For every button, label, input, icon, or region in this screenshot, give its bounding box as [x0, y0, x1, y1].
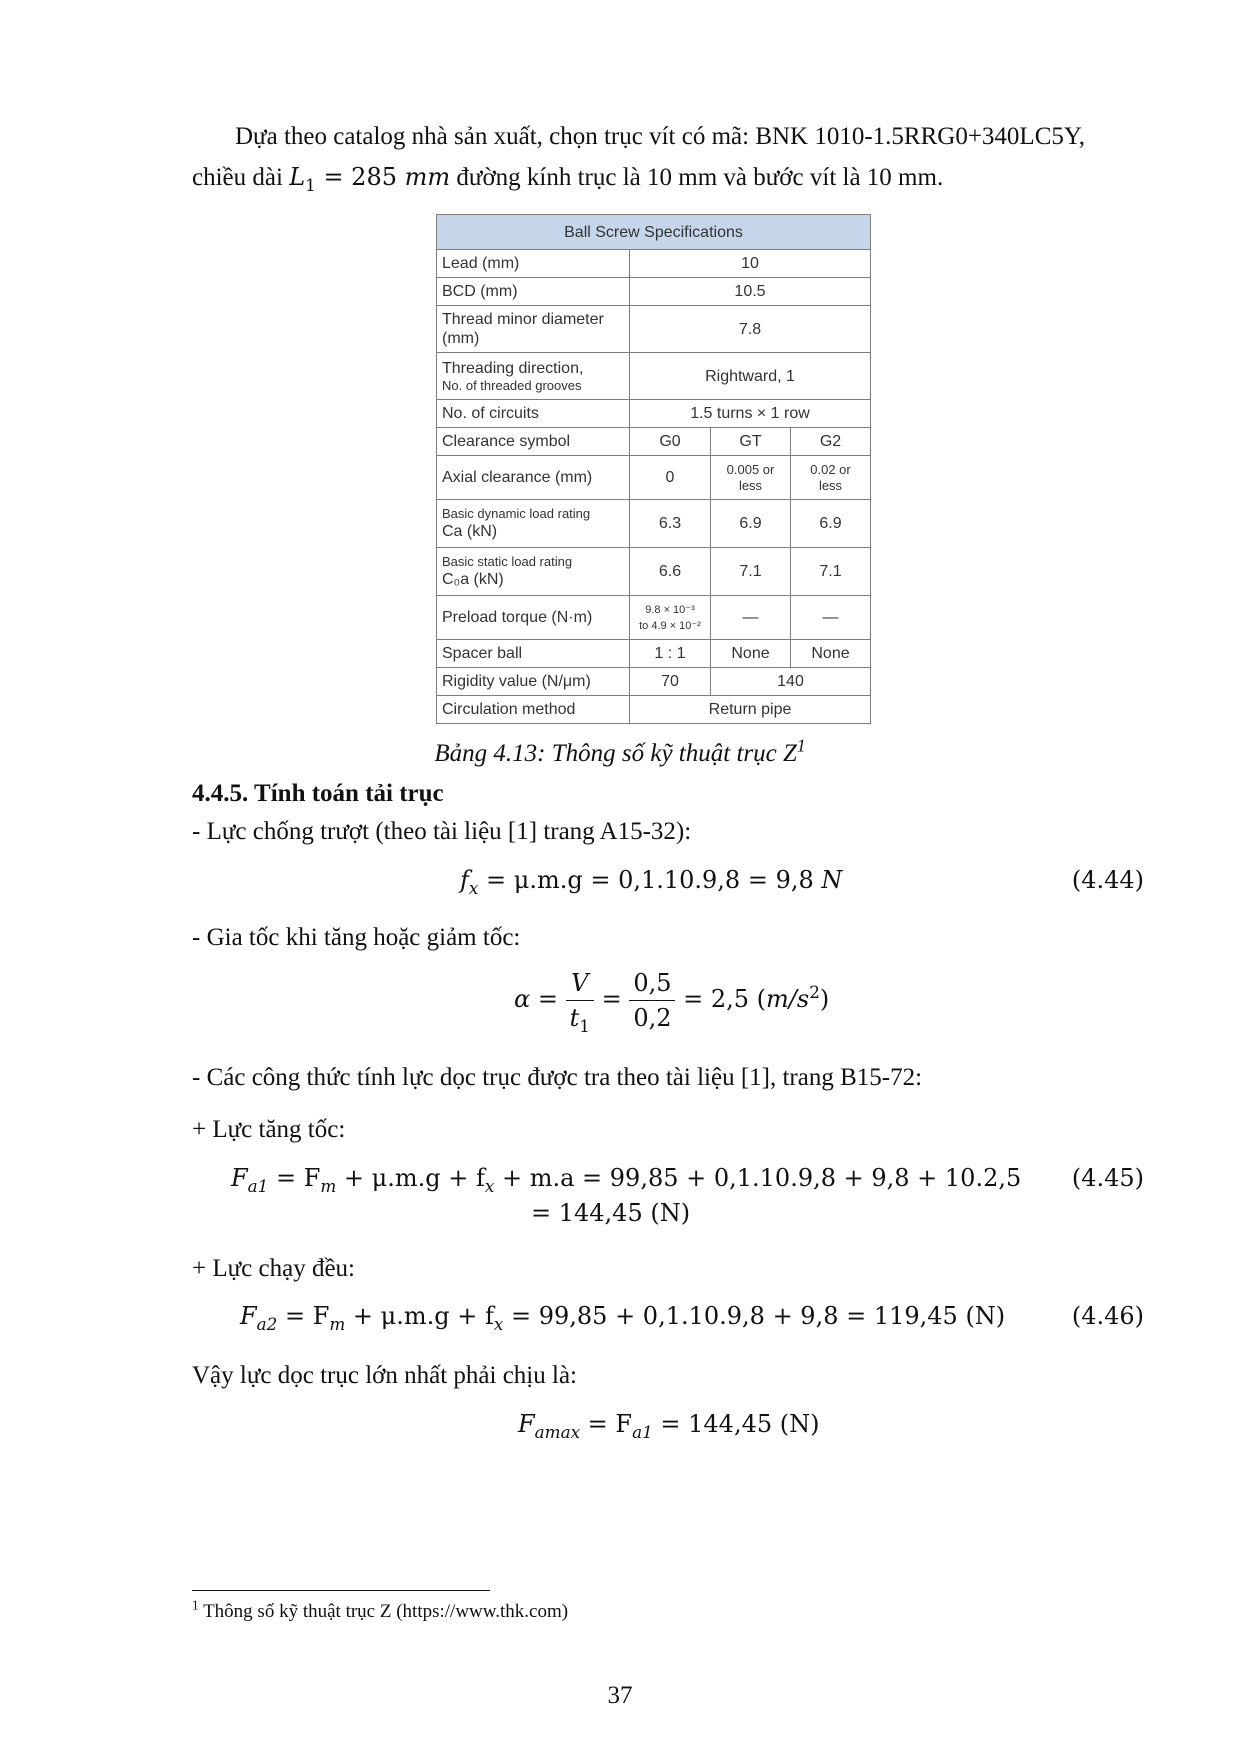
cell-g0: 0 [630, 456, 711, 500]
footnote-separator [192, 1590, 490, 1591]
cell-g0: G0 [630, 428, 711, 456]
table-row [437, 278, 871, 306]
cell-g0: 9.8 × 10⁻³ to 4.9 × 10⁻² [630, 596, 711, 640]
row-value: Rightward, 1 [630, 353, 871, 400]
ball-screw-spec-table [436, 214, 871, 724]
length-expression: $L_1 = 285$ mm [289, 163, 451, 195]
row-label-line: Ca (kN) [442, 523, 498, 540]
row-label: Circulation method [437, 696, 630, 724]
cell-gt: 0.005 or less [711, 456, 791, 500]
intro-line-2-suffix: đường kính trục là 10 mm và bước vít là 10 mm. [450, 164, 944, 191]
cell-g0: 1 : 1 [630, 640, 711, 668]
table-header-row [437, 215, 871, 250]
cell-gt: — [711, 596, 791, 640]
page-number: 37 [607, 1682, 633, 1709]
table-caption: Bảng 4.13: Thông số kỹ thuật trục $Z^1$ [434, 735, 806, 767]
cell-g2: G2 [791, 428, 871, 456]
fraction: $\frac{0,5}{0,2}$ [629, 968, 675, 1033]
row-label [437, 548, 630, 596]
equation-4-45: $F_{a1} = F_m + \mu.m.g + f_x + m.a = 99,85 + 0,1.10.9,8 + 9,8 + 10.2,5$ [231, 1164, 1022, 1196]
row-label-line: Basic dynamic load rating [442, 506, 591, 521]
footnote-ref: 1 [796, 735, 806, 756]
row-label-line: C₀a (kN) [442, 571, 504, 588]
table-title: Ball Screw Specifications [437, 215, 871, 250]
table-row [437, 353, 871, 400]
equation-4-44: $f_x = \mu.m.g = 0,1.10.9,8 = 9,8$ N [460, 866, 843, 898]
row-label: Thread minor diameter (mm) [437, 306, 630, 353]
footnote-mark: 1 [192, 1597, 199, 1613]
equation-number: (4.45) [1071, 1164, 1144, 1192]
uniform-force-label: + Lực chạy đều: [192, 1255, 356, 1282]
row-label [437, 353, 630, 400]
section-heading: 4.4.5. Tính toán tải trục [192, 780, 444, 807]
cell-gt-g2: 140 [711, 668, 871, 696]
anti-slip-text: - Lực chống trượt (theo tài liệu [1] trang A15-32): [192, 818, 692, 845]
table-row [437, 456, 871, 500]
table-row [437, 400, 871, 428]
row-label: Spacer ball [437, 640, 630, 668]
row-label-line: Basic static load rating [442, 554, 573, 569]
equation-number: (4.44) [1071, 866, 1144, 894]
equation-4-45-line-2: = 144,45 (N) [531, 1199, 691, 1227]
cell-g2: 0.02 or less [791, 456, 871, 500]
cell-g0: 70 [630, 668, 711, 696]
row-value: 10.5 [630, 278, 871, 306]
fraction: $\frac{V}{t_1}$ [566, 968, 594, 1033]
row-label: Rigidity value (N/μm) [437, 668, 630, 696]
row-value: 7.8 [630, 306, 871, 353]
row-label: Preload torque (N·m) [437, 596, 630, 640]
row-label-line: No. of threaded grooves [442, 377, 582, 393]
table-row [437, 250, 871, 278]
acceleration-equation: α = $\frac{V}{t_1}$ = $\frac{0,5}{0,2}$ = 2,5 $(m/s^2)$ [514, 969, 830, 1036]
cell-g0: 6.6 [630, 548, 711, 596]
table-row [437, 548, 871, 596]
table-row [437, 428, 871, 456]
cell-gt: GT [711, 428, 791, 456]
table-row [437, 696, 871, 724]
table-row [437, 596, 871, 640]
row-label [437, 500, 630, 548]
cell-g2: — [791, 596, 871, 640]
formulas-ref-text: - Các công thức tính lực dọc trục được tra theo tài liệu [1], trang B15-72: [192, 1064, 923, 1091]
max-force-text: Vậy lực dọc trục lớn nhất phải chịu là: [192, 1362, 577, 1389]
acceleration-text: - Gia tốc khi tăng hoặc giảm tốc: [192, 924, 521, 951]
row-label: Clearance symbol [437, 428, 630, 456]
row-label: Lead (mm) [437, 250, 630, 278]
cell-gt: 6.9 [711, 500, 791, 548]
row-value: 10 [630, 250, 871, 278]
row-value: Return pipe [630, 696, 871, 724]
cell-gt: 7.1 [711, 548, 791, 596]
intro-line-1: Dựa theo catalog nhà sản xuất, chọn trục vít có mã: BNK 1010-1.5RRG0+340LC5Y, [235, 123, 1085, 150]
cell-g2: 7.1 [791, 548, 871, 596]
footnote-text: Thông số kỹ thuật trục Z (https://www.thk.com) [203, 1601, 569, 1622]
footnote [192, 1597, 569, 1624]
max-force-equation: $F_{amax} = F_{a1} = 144,45$ (N) [518, 1410, 820, 1442]
intro-line-2 [192, 157, 943, 198]
row-label: No. of circuits [437, 400, 630, 428]
cell-g0: 6.3 [630, 500, 711, 548]
row-label: BCD (mm) [437, 278, 630, 306]
equation-number: (4.46) [1071, 1302, 1144, 1330]
row-label: Axial clearance (mm) [437, 456, 630, 500]
intro-line-2-prefix: chiều dài [192, 164, 283, 191]
row-value: 1.5 turns × 1 row [630, 400, 871, 428]
cell-gt: None [711, 640, 791, 668]
row-label-line: Threading direction, [442, 359, 584, 377]
equation-4-46: $F_{a2} = F_m + \mu.m.g + f_x = 99,85 + 0,1.10.9,8 + 9,8 = 119,45$ (N) [240, 1302, 1006, 1334]
cell-g2: None [791, 640, 871, 668]
cell-g2: 6.9 [791, 500, 871, 548]
table-row [437, 668, 871, 696]
table-row [437, 500, 871, 548]
table-row [437, 640, 871, 668]
accel-force-label: + Lực tăng tốc: [192, 1116, 346, 1143]
table-row [437, 306, 871, 353]
